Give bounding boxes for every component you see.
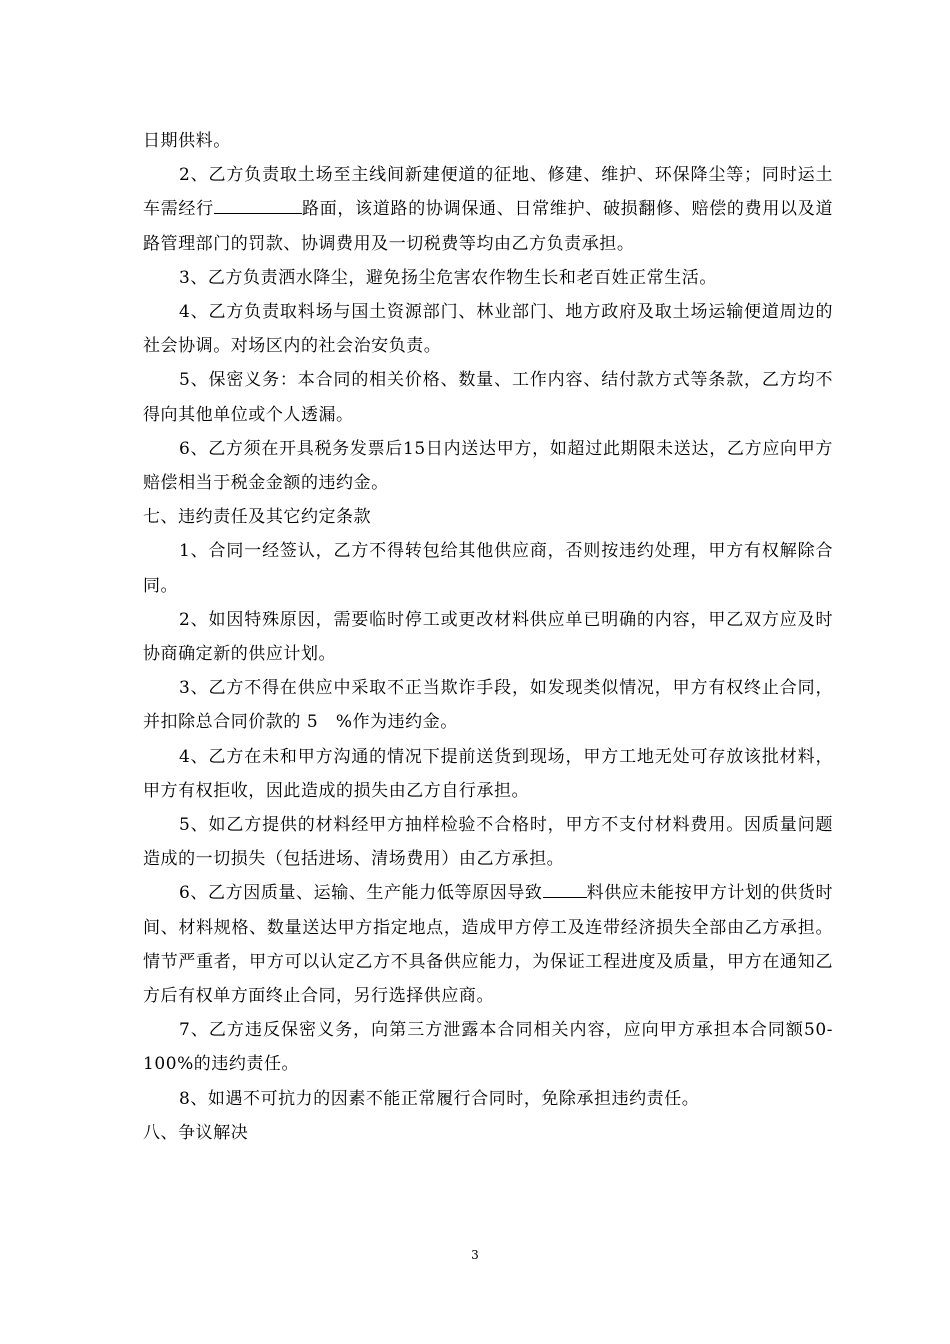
clause-6-item-6: 6、乙方须在开具税务发票后15日内送达甲方，如超过此期限未送达，乙方应向甲方赔偿相当于税金金额的违约金。 xyxy=(143,438,833,494)
clause-7-item-4: 4、乙方在未和甲方沟通的情况下提前送货到现场，甲方工地无处可存放该批材料，甲方有权拒收，因此造成的损失由乙方自行承担。 xyxy=(143,746,833,801)
clause-7-item-8: 8、如遇不可抗力的因素不能正常履行合同时，免除承担违约责任。 xyxy=(179,1088,700,1109)
clause-7-item-6 xyxy=(143,876,833,1013)
clause-text: 6、乙方因质量、运输、生产能力低等原因导致 xyxy=(179,883,543,904)
clause-text: 料供应未能按甲方计划的供货时间、材料规格、数量送达甲方指定地点，造成甲方停工及连带经济损失全部由乙方承担。情节严重者，甲方可以认定乙方不具备供应能力，为保证工程进度及质量，甲方在通知乙方后有权单方面终止合同，另行选择供应商。 xyxy=(143,883,833,1007)
paragraph-continuation: 日期供料。 xyxy=(143,131,231,151)
clause-6-item-4: 4、乙方负责取料场与国土资源部门、林业部门、地方政府及取土场运输便道周边的社会协调。对场区内的社会治安负责。 xyxy=(143,302,833,357)
section-heading-8: 八、争议解决 xyxy=(143,1122,249,1143)
clause-6-item-3: 3、乙方负责洒水降尘，避免扬尘危害农作物生长和老百姓正常生活。 xyxy=(179,267,717,288)
clause-text: 2、乙方负责取土场至主线间新建便道的征地、修建、维护、环保降尘等；同时运土车需经行 xyxy=(143,165,833,220)
clause-6-item-5: 5、保密义务：本合同的相关价格、数量、工作内容、结付款方式等条款，乙方均不得向其他单位或个人透漏。 xyxy=(143,370,833,425)
clause-7-item-3: 3、乙方不得在供应中采取不正当欺诈手段，如发现类似情况，甲方有权终止合同，并扣除总合同价款的 5 %作为违约金。 xyxy=(143,678,833,733)
clause-7-item-5: 5、如乙方提供的材料经甲方抽样检验不合格时，甲方不支付材料费用。因质量问题造成的一切损失（包括进场、清场费用）由乙方承担。 xyxy=(143,815,833,870)
material-type-blank xyxy=(543,877,587,898)
clause-text: 路面，该道路的协调保通、日常维护、破损翻修、赔偿的费用以及道路管理部门的罚款、协调费用及一切税费等均由乙方负责承担。 xyxy=(143,199,834,254)
clause-7-item-7: 7、乙方违反保密义务，向第三方泄露本合同相关内容，应向甲方承担本合同额50-100%的违约责任。 xyxy=(143,1020,833,1075)
document-body xyxy=(143,124,833,1150)
road-name-blank xyxy=(214,193,302,214)
clause-7-item-1: 1、合同一经签认，乙方不得转包给其他供应商，否则按违约处理，甲方有权解除合同。 xyxy=(143,541,833,596)
clause-6-item-2 xyxy=(143,158,833,261)
section-heading-7: 七、违约责任及其它约定条款 xyxy=(143,507,372,528)
clause-7-item-2: 2、如因特殊原因，需要临时停工或更改材料供应单已明确的内容，甲乙双方应及时协商确定新的供应计划。 xyxy=(143,609,833,665)
page-number: 3 xyxy=(471,1248,479,1262)
